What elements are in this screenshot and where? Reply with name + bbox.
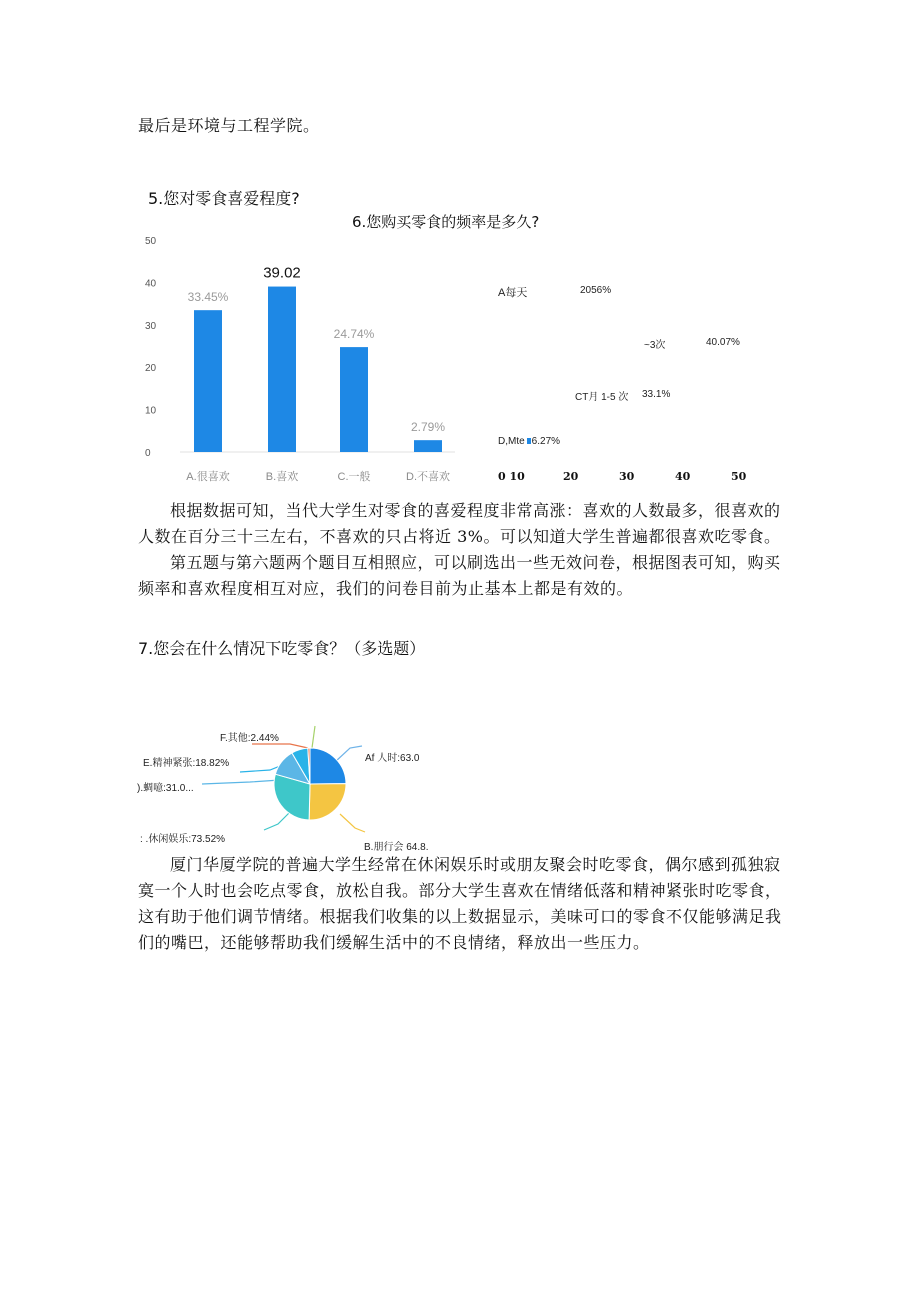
q7-label-e: E.精神紧张:18.82% [143, 758, 230, 769]
q6-label-a-value: 2056% [580, 285, 612, 296]
q5-value-label: 24.74% [333, 327, 375, 342]
q6-label-a [498, 284, 527, 300]
q5-value-label: 2.79% [410, 420, 446, 435]
q6-x-axis [498, 470, 758, 486]
q6-heading: 6.您购买零食的频率是多久? [352, 213, 540, 231]
q6-bar-d [527, 438, 531, 444]
q7-leader-line [312, 726, 315, 748]
q7-leader-line [202, 780, 280, 784]
paragraphs-block-2 [138, 852, 784, 956]
q5-value-label: 39.02 [263, 264, 301, 282]
q6-label-b-name: ~3次 [644, 340, 666, 351]
q6-xtick: 30 [619, 470, 635, 483]
q5-heading: 5.您对零食喜爱程度? [148, 189, 300, 208]
q7-label-b: B.朋行会 64.8. [364, 842, 429, 853]
q5-ytick: 0 [145, 448, 151, 459]
q5-category-label: A.很喜欢 [186, 471, 230, 483]
q5-bar-chart [135, 228, 465, 490]
intro-line: 最后是环境与工程学院。 [138, 116, 320, 135]
q5-category-labels [186, 469, 450, 483]
q5-bar [414, 440, 442, 452]
q5-bars [194, 287, 442, 452]
q5-ytick: 10 [145, 405, 157, 417]
q7-pie-slices [274, 748, 346, 820]
q5-value-label: 33.45% [187, 290, 229, 305]
q6-label-a-name: A每天 [498, 287, 528, 299]
q6-xtick: 40 [675, 470, 691, 483]
q6-label-d-name: D,Mte [498, 436, 525, 447]
q7-label-f: F.其他:2.44% [220, 733, 279, 744]
q5-y-axis [145, 236, 157, 459]
q6-xtick: 50 [731, 470, 747, 483]
q5-bar [268, 287, 296, 452]
q5-category-label: D.不喜欢 [406, 471, 450, 483]
q7-label-a: Af 人时:63.0 [365, 753, 420, 764]
q7-leader-line [335, 746, 362, 762]
q7-heading: 7.您会在什么情况下吃零食？（多选题） [138, 639, 426, 658]
q5-category-label: C.一般 [337, 471, 371, 483]
paragraphs-block-1 [138, 498, 784, 602]
q6-label-c-value: 33.1% [642, 389, 671, 400]
q5-ytick: 50 [145, 236, 157, 247]
q6-xtick: 20 [563, 470, 579, 483]
q7-label-c: : .休闲娱乐:73.52% [140, 834, 226, 845]
paragraph-2: 第五题与第六题两个题目互相照应，可以刷选出一些无效问卷，根据图表可知，购买频率和喜欢程度相互对应，我们的问卷目前为止基本上都是有效的。 [138, 553, 781, 598]
q5-bar [194, 310, 222, 452]
q5-ytick: 20 [145, 363, 157, 375]
q6-label-d [498, 436, 560, 447]
q5-category-label: B.喜欢 [265, 471, 299, 483]
q5-ytick: 30 [145, 320, 157, 332]
q5-bar [340, 347, 368, 452]
q5-ytick: 40 [145, 278, 157, 290]
paragraph-3: 厦门华厦学院的普遍大学生经常在休闲娱乐时或朋友聚会时吃零食，偶尔感到孤独寂寞一个人时也会吃点零食，放松自我。部分大学生喜欢在情绪低落和精神紧张时吃零食，这有助于他们调节情绪。根据我们收集的以上数据显示，美味可口的零食不仅能够满足我们的嘴巴，还能够帮助我们缓解生活中的不良情绪，释放出一些压力。 [138, 855, 782, 952]
q5-value-labels [188, 265, 446, 435]
q7-pie-slice [310, 748, 346, 784]
q7-leader-line [340, 814, 365, 832]
q7-leader-line [252, 744, 308, 748]
q7-label-d: ).蜩噫:31.0... [137, 783, 194, 794]
q6-label-b-value: 40.07% [706, 337, 740, 348]
paragraph-1: 根据数据可知，当代大学生对零食的喜爱程度非常高涨：喜欢的人数最多，很喜欢的人数在百分三十三左右，不喜欢的只占将近 3%。可以知道大学生普遍都很喜欢吃零食。 [138, 501, 781, 546]
q6-label-d-value: 6.27% [531, 436, 561, 447]
q6-label-c-name: CT月 1-5 次 [575, 392, 629, 403]
q6-xtick: 0 10 [498, 470, 525, 483]
q7-leader-line [264, 812, 290, 830]
